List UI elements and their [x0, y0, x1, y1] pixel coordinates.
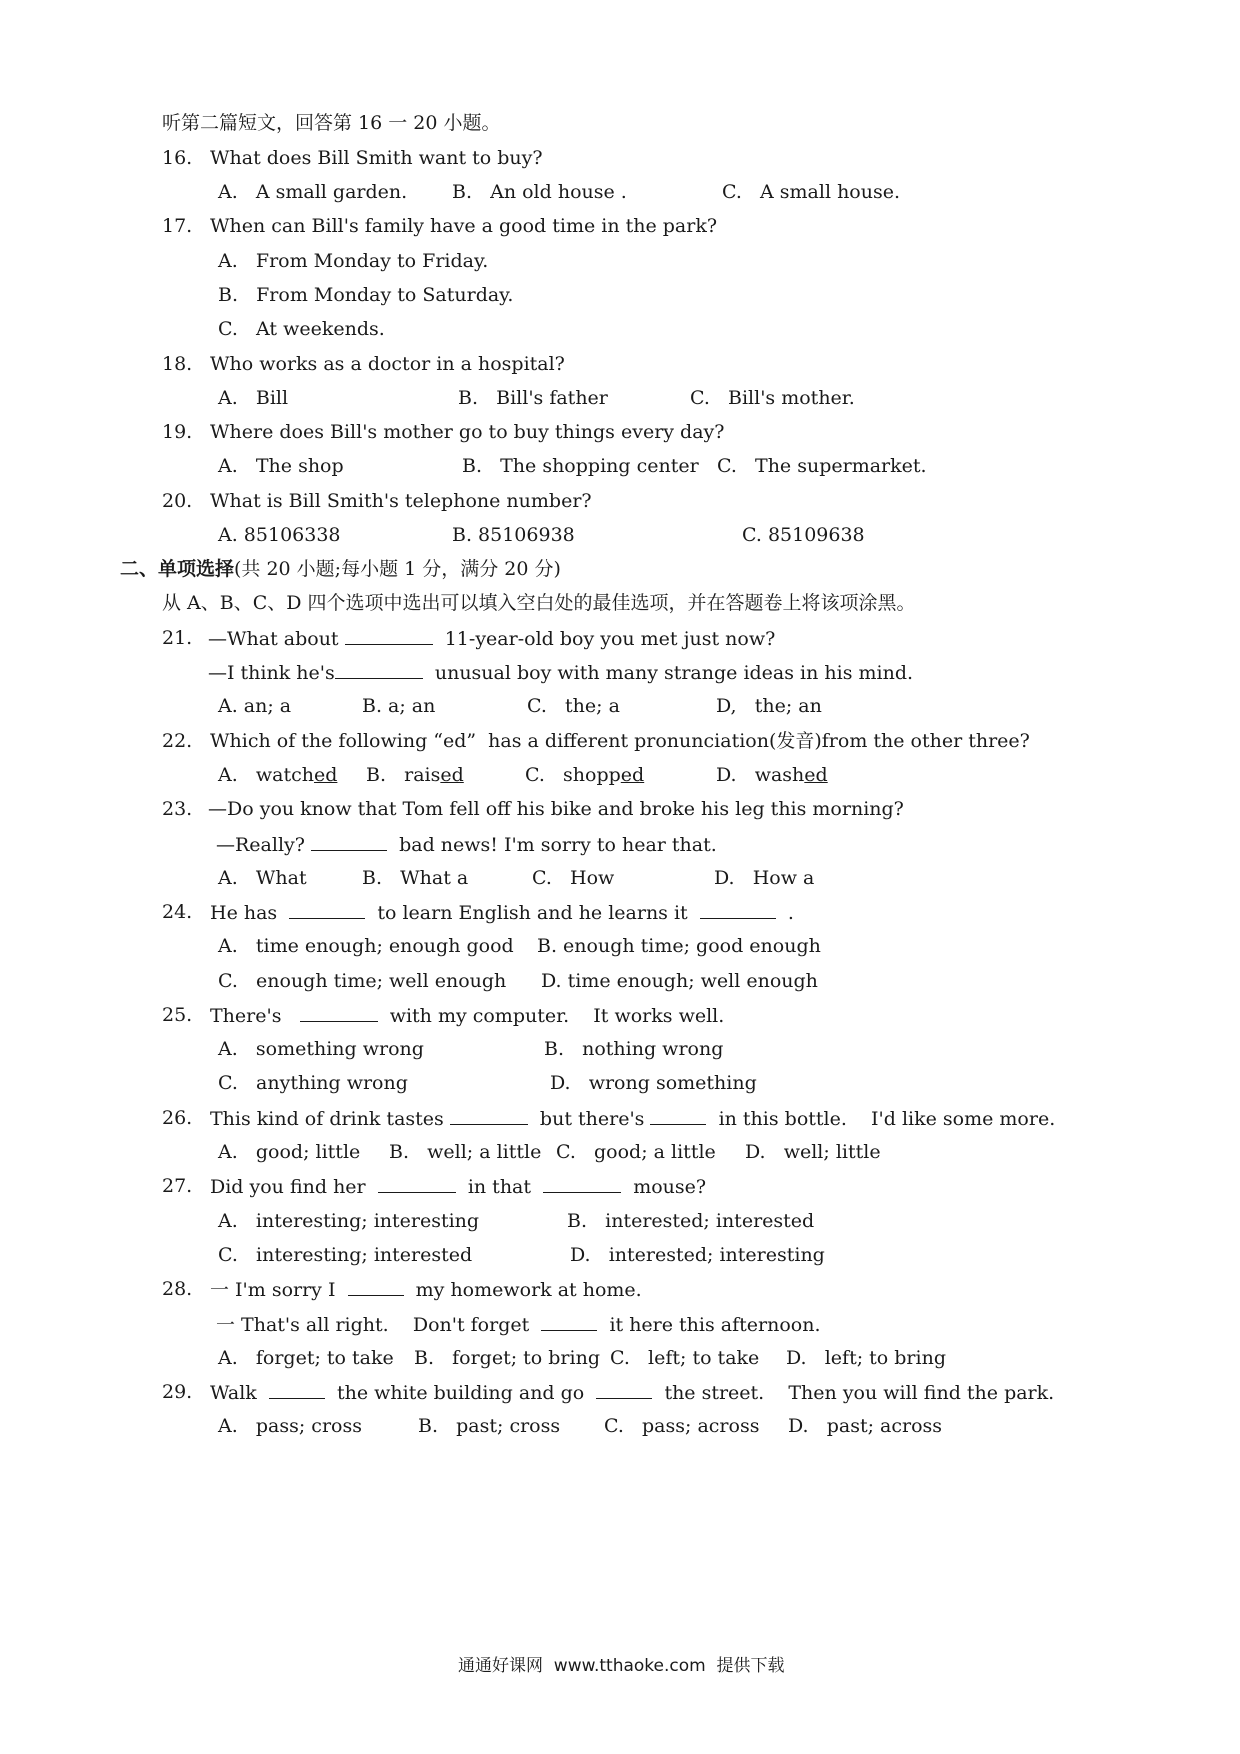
answer-blank	[345, 626, 433, 645]
option-c: C. Bill's mother.	[690, 387, 855, 409]
option-d	[716, 763, 828, 787]
option-c: C. A small house.	[722, 181, 901, 203]
question-line	[210, 1380, 1054, 1405]
underlined-ending: ed	[804, 764, 828, 786]
answer-blank	[269, 1380, 325, 1399]
option-b: B. well; a little	[389, 1141, 542, 1163]
section-instructions: 从 A、B、C、D 四个选项中选出可以填入空白处的最佳选项，并在答题卷上将该项涂黑。	[162, 592, 916, 614]
question-number: 25.	[162, 1004, 193, 1026]
question-number: 26.	[162, 1107, 193, 1129]
text-segment: bad news! I'm sorry to hear that.	[399, 834, 717, 856]
text-segment: with my computer. It works well.	[389, 1005, 725, 1027]
text-segment: This kind of drink tastes	[210, 1108, 444, 1130]
option-d: D. past; across	[788, 1415, 943, 1437]
underlined-ending: ed	[440, 764, 464, 786]
option-a: A. forget; to take	[218, 1347, 394, 1369]
answer-blank	[348, 1277, 404, 1296]
question-line	[208, 626, 775, 651]
option-c: C. pass; across	[604, 1415, 760, 1437]
option-d: D, the; an	[716, 695, 822, 717]
question-line	[216, 832, 717, 857]
text-segment: the street. Then you will find the park.	[664, 1382, 1055, 1404]
option-a: A. From Monday to Friday.	[218, 250, 489, 272]
answer-blank	[541, 1312, 597, 1331]
option-b: B. What a	[362, 867, 469, 889]
option-a: A. time enough; enough good	[218, 935, 514, 957]
question-number: 24.	[162, 901, 193, 923]
option-d: D. left; to bring	[786, 1347, 946, 1369]
question-number: 20.	[162, 490, 193, 512]
answer-blank	[378, 1174, 456, 1193]
question-number: 21.	[162, 627, 193, 649]
question-number: 19.	[162, 421, 193, 443]
question-number: 23.	[162, 798, 193, 820]
text-segment: unusual boy with many strange ideas in his mind.	[434, 662, 914, 684]
question-number: 16.	[162, 147, 193, 169]
option-a: A. good; little	[218, 1141, 361, 1163]
option-a: A. pass; cross	[218, 1415, 362, 1437]
question-line	[210, 900, 794, 925]
question-text: Who works as a doctor in a hospital?	[210, 353, 565, 375]
option-b: B. a; an	[362, 695, 436, 717]
text-segment: 一 I'm sorry I	[210, 1279, 336, 1301]
answer-blank	[335, 660, 423, 679]
answer-blank	[650, 1106, 706, 1125]
question-text: What does Bill Smith want to buy?	[210, 147, 543, 169]
option-c: C. anything wrong	[218, 1072, 408, 1094]
option-text: C. shopp	[525, 764, 621, 786]
option-d: D. time enough; well enough	[541, 970, 818, 992]
option-c: C. At weekends.	[218, 318, 385, 340]
option-a	[218, 763, 337, 787]
text-segment: to learn English and he learns it	[377, 902, 688, 924]
answer-blank	[596, 1380, 652, 1399]
question-text: —Do you know that Tom fell off his bike and broke his leg this morning?	[208, 798, 904, 820]
question-line	[210, 1277, 642, 1302]
section-heading: 听第二篇短文，回答第 16 一 20 小题。	[162, 112, 501, 134]
answer-blank	[543, 1174, 621, 1193]
text-segment: He has	[210, 902, 278, 924]
text-segment: There's	[210, 1005, 282, 1027]
text-segment: in this bottle. I'd like some more.	[718, 1108, 1056, 1130]
question-text: Which of the following “ed” has a different pronunciation(发音)from the other three?	[210, 730, 1030, 752]
option-a: A. 85106338	[218, 524, 341, 546]
option-d: D. interested; interesting	[570, 1244, 825, 1266]
option-d: D. wrong something	[550, 1072, 757, 1094]
option-a: A. A small garden.	[218, 181, 408, 203]
option-b: B. 85106938	[452, 524, 575, 546]
question-text: Where does Bill's mother go to buy things every day?	[210, 421, 725, 443]
text-segment: the white building and go	[336, 1382, 585, 1404]
option-d: D. How a	[714, 867, 815, 889]
text-segment: my homework at home.	[415, 1279, 642, 1301]
option-c: C. good; a little	[556, 1141, 716, 1163]
question-number: 18.	[162, 353, 193, 375]
text-segment: Walk	[210, 1382, 257, 1404]
option-c: C. 85109638	[742, 524, 865, 546]
option-d: D. well; little	[745, 1141, 881, 1163]
question-line	[210, 1174, 706, 1199]
text-segment: —I think he's	[208, 662, 335, 684]
section-title: 二、单项选择	[120, 558, 235, 580]
option-text: D. wash	[716, 764, 805, 786]
option-c: C. left; to take	[610, 1347, 760, 1369]
question-number: 27.	[162, 1175, 193, 1197]
underlined-ending: ed	[620, 764, 645, 786]
page-footer: 通通好课网 www.tthaoke.com 提供下载	[458, 1656, 785, 1676]
question-number: 29.	[162, 1381, 193, 1403]
answer-blank	[300, 1003, 378, 1022]
option-b: B. The shopping center	[462, 455, 699, 477]
option-b: B. past; cross	[418, 1415, 561, 1437]
option-b: B. An old house .	[452, 181, 627, 203]
section-title-line	[120, 557, 561, 581]
question-text: When can Bill's family have a good time in the park?	[210, 215, 718, 237]
text-segment: it here this afternoon.	[609, 1314, 821, 1336]
option-a: A. interesting; interesting	[218, 1210, 480, 1232]
option-c: C. The supermarket.	[717, 455, 927, 477]
question-number: 28.	[162, 1278, 193, 1300]
option-c: C. interesting; interested	[218, 1244, 473, 1266]
option-a: A. Bill	[218, 387, 289, 409]
option-b: B. forget; to bring	[414, 1347, 600, 1369]
answer-blank	[289, 900, 365, 919]
option-b: B. nothing wrong	[544, 1038, 724, 1060]
text-segment: in that	[467, 1176, 532, 1198]
option-c	[525, 763, 644, 787]
question-line	[216, 1312, 821, 1337]
option-text: A. watch	[218, 764, 314, 786]
option-c: C. enough time; well enough	[218, 970, 507, 992]
text-segment: —Really?	[216, 834, 305, 856]
text-segment: 11-year-old boy you met just now?	[444, 628, 776, 650]
text-segment: —What about	[208, 628, 339, 650]
option-b: B. Bill's father	[458, 387, 608, 409]
text-segment: Did you find her	[210, 1176, 366, 1198]
option-a: A. something wrong	[218, 1038, 424, 1060]
option-b: B. From Monday to Saturday.	[218, 284, 514, 306]
option-c: C. the; a	[527, 695, 620, 717]
option-a: A. an; a	[218, 695, 292, 717]
option-c: C. How	[532, 867, 615, 889]
text-segment: 一 That's all right. Don't forget	[216, 1314, 530, 1336]
option-b	[366, 763, 464, 787]
answer-blank	[700, 900, 776, 919]
option-b: B. interested; interested	[567, 1210, 815, 1232]
question-number: 22.	[162, 730, 193, 752]
option-b: B. enough time; good enough	[537, 935, 821, 957]
option-a: A. The shop	[218, 455, 344, 477]
text-segment: .	[787, 902, 794, 924]
answer-blank	[311, 832, 387, 851]
question-line	[210, 1106, 1055, 1131]
section-subtitle: (共 20 小题;每小题 1 分，满分 20 分)	[234, 558, 561, 580]
underlined-ending: ed	[313, 764, 338, 786]
answer-blank	[450, 1106, 528, 1125]
option-text: B. rais	[366, 764, 441, 786]
question-number: 17.	[162, 215, 193, 237]
text-segment: but there's	[539, 1108, 645, 1130]
question-line	[210, 1003, 724, 1028]
question-line	[208, 660, 913, 685]
text-segment: mouse?	[633, 1176, 707, 1198]
option-a: A. What	[218, 867, 307, 889]
question-text: What is Bill Smith's telephone number?	[210, 490, 592, 512]
